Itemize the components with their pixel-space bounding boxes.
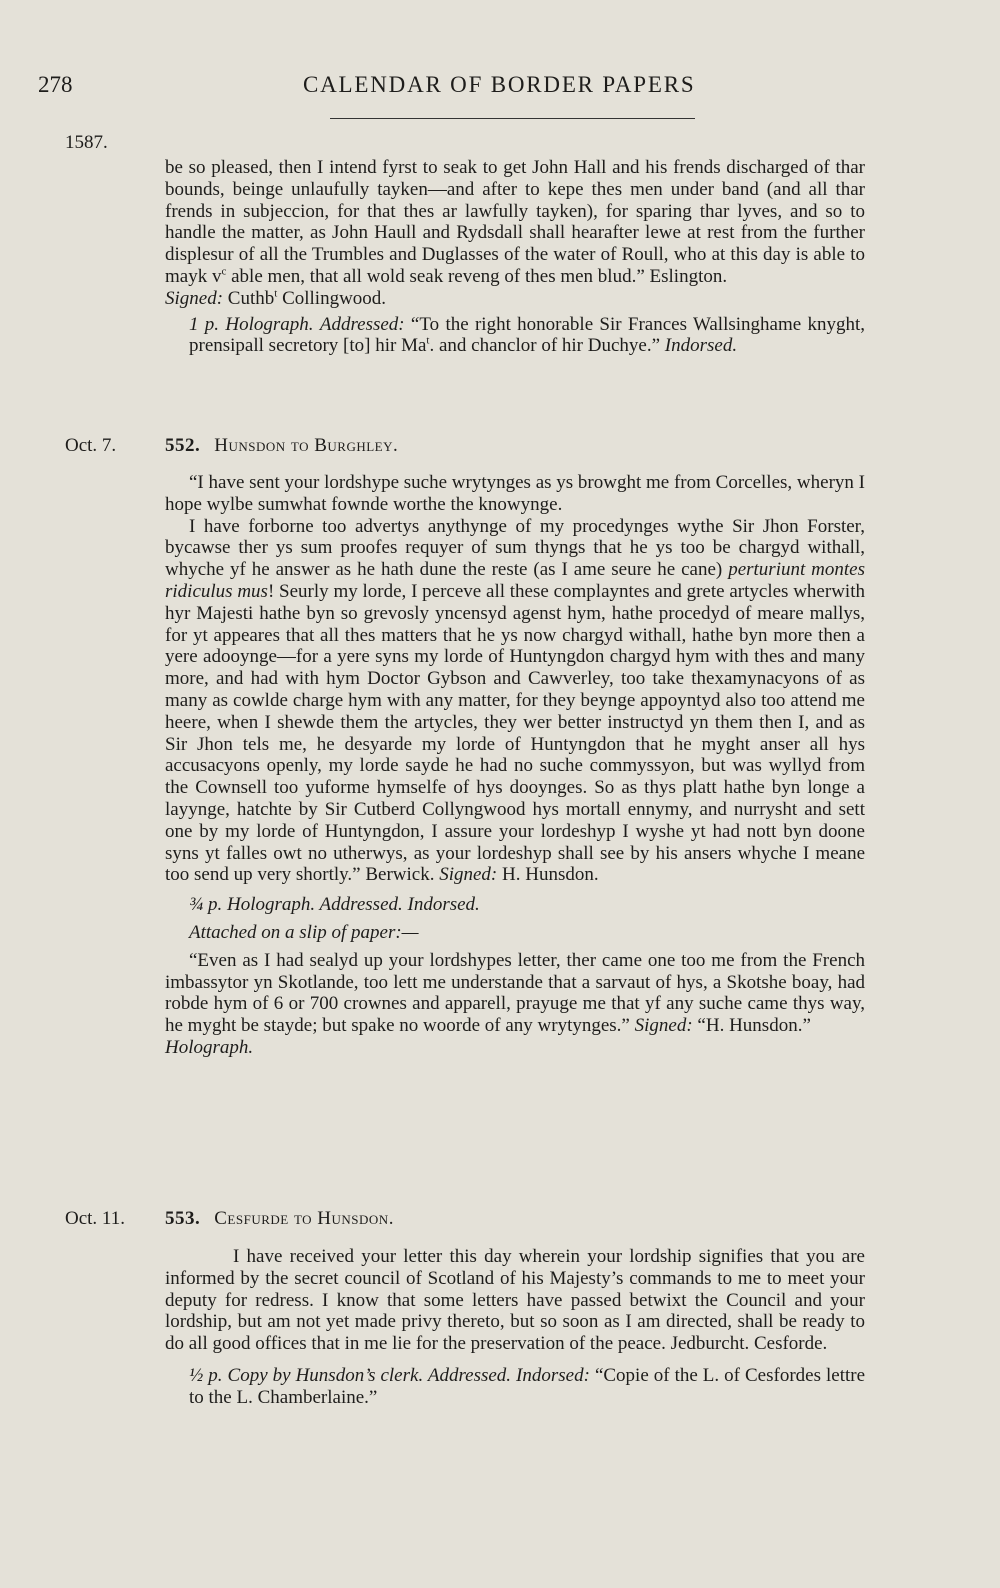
slip-holograph: Holograph. — [165, 1036, 254, 1058]
slip-signed-label: Signed: — [634, 1015, 693, 1037]
page-header — [0, 72, 1000, 112]
continued-text-b: able men, that all wold seak reveng of thes men blud.” Eslington. — [226, 265, 728, 287]
para2-latin-phrase: perturiunt montes ridiculus mus — [165, 559, 865, 602]
slip-signed-name: “H. Hunsdon.” — [692, 1015, 811, 1037]
note-address-text-a: “To the right honorable Sir Frances Wallsinghame knyght, prensipall secretory [to] hir Ma — [189, 313, 866, 357]
note-address-text-b: . and chanclor of hir Duchye.” — [429, 335, 661, 357]
letter-552-note-text: Holograph. Addressed. Indorsed. — [227, 894, 480, 916]
letter-552-number: 552. — [165, 435, 201, 456]
letter-553-para: I have received your letter this day wherein your lordship signifies that you are informed by the secret council of Scotland of his Majesty’s commands to me to meet your deputy for redress. I know that some letters have passed betwixt the Council and your lordship, but am not yet made privy thereto, but so soon as I am directed, shall be ready to do all good offices that in me lie for the preservation of the peace. Jedburcht. Cesforde. — [165, 1246, 865, 1355]
para2-text-a: I have forborne too advertys anythynge of my procedynges wythe Sir Jhon Forster, bycawse ther ys sum proofes requyer of sum thyngs that he ys too be chargyd withall, whyche yf he answer as he hath dune the reste (as I ame seure he cane) — [165, 515, 865, 581]
note-size: 1 p. — [189, 313, 220, 335]
letter-552-para1: “I have sent your lordshype suche wrytynges as ys browght me from Corcelles, wheryn I hope wylbe sumwhat fownde worthe the knowynge. — [165, 472, 865, 515]
continued-text-a: be so pleased, then I intend fyrst to seak to get John Hall and his frends discharged of thar bounds, beinge unlaufully tayken—and after to kepe thes men under band (and all thar frends in subjeccion, for that thes ar lawfully tayken), for sparing thar lyves, and so to handle the matter, as John Haull and Rydsdall shall hearafter lewe at rest from the further displesur of all the Trumbles and Duglasses of the water of Roull, who at this day is able to mayk v — [165, 157, 865, 287]
page-number: 278 — [38, 72, 73, 97]
letter-552-date: Oct. 7. — [65, 435, 117, 456]
note-holograph: Holograph. — [225, 313, 314, 335]
letter-553-body — [165, 1246, 865, 1409]
signed-name-a: Cuthb — [223, 287, 275, 309]
letter-552-body — [165, 472, 865, 1059]
continued-letter — [165, 157, 865, 357]
letter-553-note-text: “Copie of the L. of Cesfordes lettre to the L. Chamberlaine.” — [189, 1364, 866, 1408]
signed-name-b: Collingwood. — [277, 287, 387, 309]
superscript-t-2: t — [426, 335, 430, 348]
attached-slip-label: Attached on a slip of paper:— — [189, 921, 419, 943]
signed-label: Signed: — [165, 287, 224, 309]
letter-552-title: Hunsdon to Burghley. — [214, 435, 399, 456]
letter-553-date: Oct. 11. — [65, 1208, 125, 1229]
note-indorsed: Indorsed. — [664, 335, 738, 357]
superscript-c: c — [221, 265, 227, 278]
letter-552-heading — [165, 435, 398, 457]
letter-553-note-copy: Copy by Hunsdon’s clerk. Addressed. Indorsed: — [227, 1364, 590, 1386]
letter-553-heading — [165, 1208, 394, 1230]
continued-letter-note — [165, 314, 865, 358]
year-label: 1587. — [65, 132, 108, 153]
note-addressed: Addressed: — [319, 313, 405, 335]
letter-552-signed-label: Signed: — [439, 864, 498, 886]
slip-text: “Even as I had sealyd up your lordshypes letter, ther came one too me from the French imbassytor yn Skotlande, too lett me understande that a sarvaut of hys, a Skotshe boay, had robde hym of 6 or 700 crownes and apparell, prayuge me that yf any suche came thys way, he myght be stayde; but spake no woorde of any wrytynges.” — [165, 949, 865, 1037]
letter-553-number: 553. — [165, 1208, 201, 1229]
letter-553-note — [165, 1365, 865, 1409]
superscript-t: t — [274, 287, 278, 300]
para2-text-b: ! Seurly my lorde, I perceve all these complayntes and grete artycles wherwith hyr Majesti hathe byn so grevosly yncensyd agenst hym, hathe procedyd of meare mallys, for yt appeares that all thes matters that he ys now chargyd withall, hathe byn more then a yere adooynge—for a yere syns my lorde of Huntyngdon chargyd hym with thes and many more, and had with hym Doctor Gybson and Cawverley, too take thexamynacyons of as many as cowlde charge hym with any matter, for they beynge appoyntyd also too attend me heere, when I shewde them the artycles, they wer better instructyd yn them then I, and as Sir Jhon tels me, he desyarde my lorde of Huntyngdon that he myght anser all hys accusacyons openly, my lorde sayde he had no suche commyssyon, but was wyllyd from the Cownsell too yuforme hymselfe of hys dooynges. So as thys platt hathe byn longe a layynge, hatchte by Sir Cutberd Collyngwood hys mortall ennymy, and nurrysht and sett one by my lorde of Huntyngdon, I assure your lordeshyp I wyshe yt had nott byn doone syns yt falles owt no utherwys, as your lordeshyp shall see by his ansers whyche I meane too send up very shortly.” Berwick. — [165, 580, 865, 886]
letter-553-title: Cesfurde to Hunsdon. — [214, 1208, 394, 1229]
continued-letter-text — [165, 157, 865, 310]
letter-552-signed-name: H. Hunsdon. — [497, 864, 599, 886]
letter-552-note — [165, 894, 865, 916]
running-title: CALENDAR OF BORDER PAPERS — [303, 72, 696, 97]
attached-slip-text — [165, 950, 865, 1037]
letter-552-note-size: ¾ p. — [189, 894, 223, 916]
letter-552-para2 — [165, 516, 865, 887]
letter-553-note-size: ½ p. — [189, 1364, 223, 1386]
header-rule — [330, 118, 695, 119]
